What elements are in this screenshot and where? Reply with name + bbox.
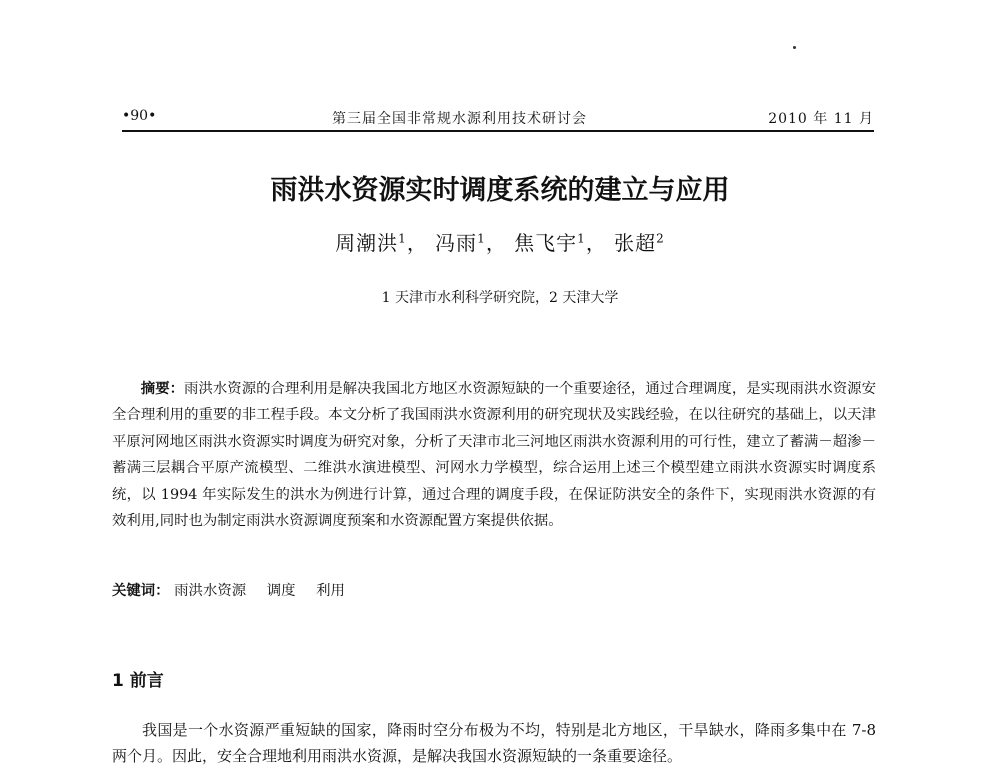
header-rule [122, 130, 874, 132]
author-name: 张超 [614, 231, 657, 255]
keyword: 雨洪水资源 [174, 583, 247, 599]
author-name: 冯雨 [435, 231, 478, 255]
section-body: 我国是一个水资源严重短缺的国家，降雨时空分布极为不均，特别是北方地区，干旱缺水，降雨多集中在 7-8 两个月。因此，安全合理地利用雨洪水资源，是解决我国水资源短缺的一条重要途径。 [112, 721, 876, 765]
affiliations: 1 天津市水利科学研究院，2 天津大学 [381, 290, 619, 306]
keywords [112, 579, 361, 600]
author-list [0, 227, 1000, 256]
keyword: 调度 [266, 583, 296, 599]
author-separator: ， [406, 231, 428, 255]
scan-dot [793, 46, 796, 49]
paper-title: 雨洪水资源实时调度系统的建立与应用 [270, 175, 730, 206]
author-affiliation-mark: 1 [577, 231, 586, 246]
abstract-label: 摘要： [140, 380, 185, 397]
section-heading: 1 前言 [112, 671, 164, 691]
publication-date: 2010 年 11 月 [768, 111, 874, 127]
author-name: 焦飞宇 [514, 231, 578, 255]
author-affiliation-mark: 1 [398, 231, 407, 246]
keyword: 利用 [316, 583, 345, 599]
author-separator: ， [585, 231, 607, 255]
keywords-label: 关键词： [112, 582, 170, 599]
author-separator: ， [485, 231, 507, 255]
page-number: •90• [122, 108, 157, 124]
abstract-text: 雨洪水资源的合理利用是解决我国北方地区水资源短缺的一个重要途径，通过合理调度，是实现雨洪水资源安全合理利用的重要的非工程手段。本文分析了我国雨洪水资源利用的研究现状及实践经验，在以往研究的基础上，以天津平原河网地区雨洪水资源实时调度为研究对象，分析了天津市北三河地区雨洪水资源利用的可行性，建立了蓄满－超渗－蓄满三层耦合平原产流模型、二维洪水演进模型、河网水力学模型，综合运用上述三个模型建立雨洪水资源实时调度系统，以 1994 年实际发生的洪水为例进行计算，通过合理的调度手段，在保证防洪安全的条件下，实现雨洪水资源的有效利用,同时也为制定雨洪水资源调度预案和水资源配置方案提供依据。 [112, 381, 876, 530]
conference-name: 第三届全国非常规水源利用技术研讨会 [332, 111, 587, 127]
running-header [122, 108, 874, 130]
author-affiliation-mark: 1 [477, 231, 486, 246]
author-name: 周潮洪 [335, 231, 399, 255]
abstract [112, 376, 876, 534]
author-affiliation-mark: 2 [656, 231, 665, 246]
